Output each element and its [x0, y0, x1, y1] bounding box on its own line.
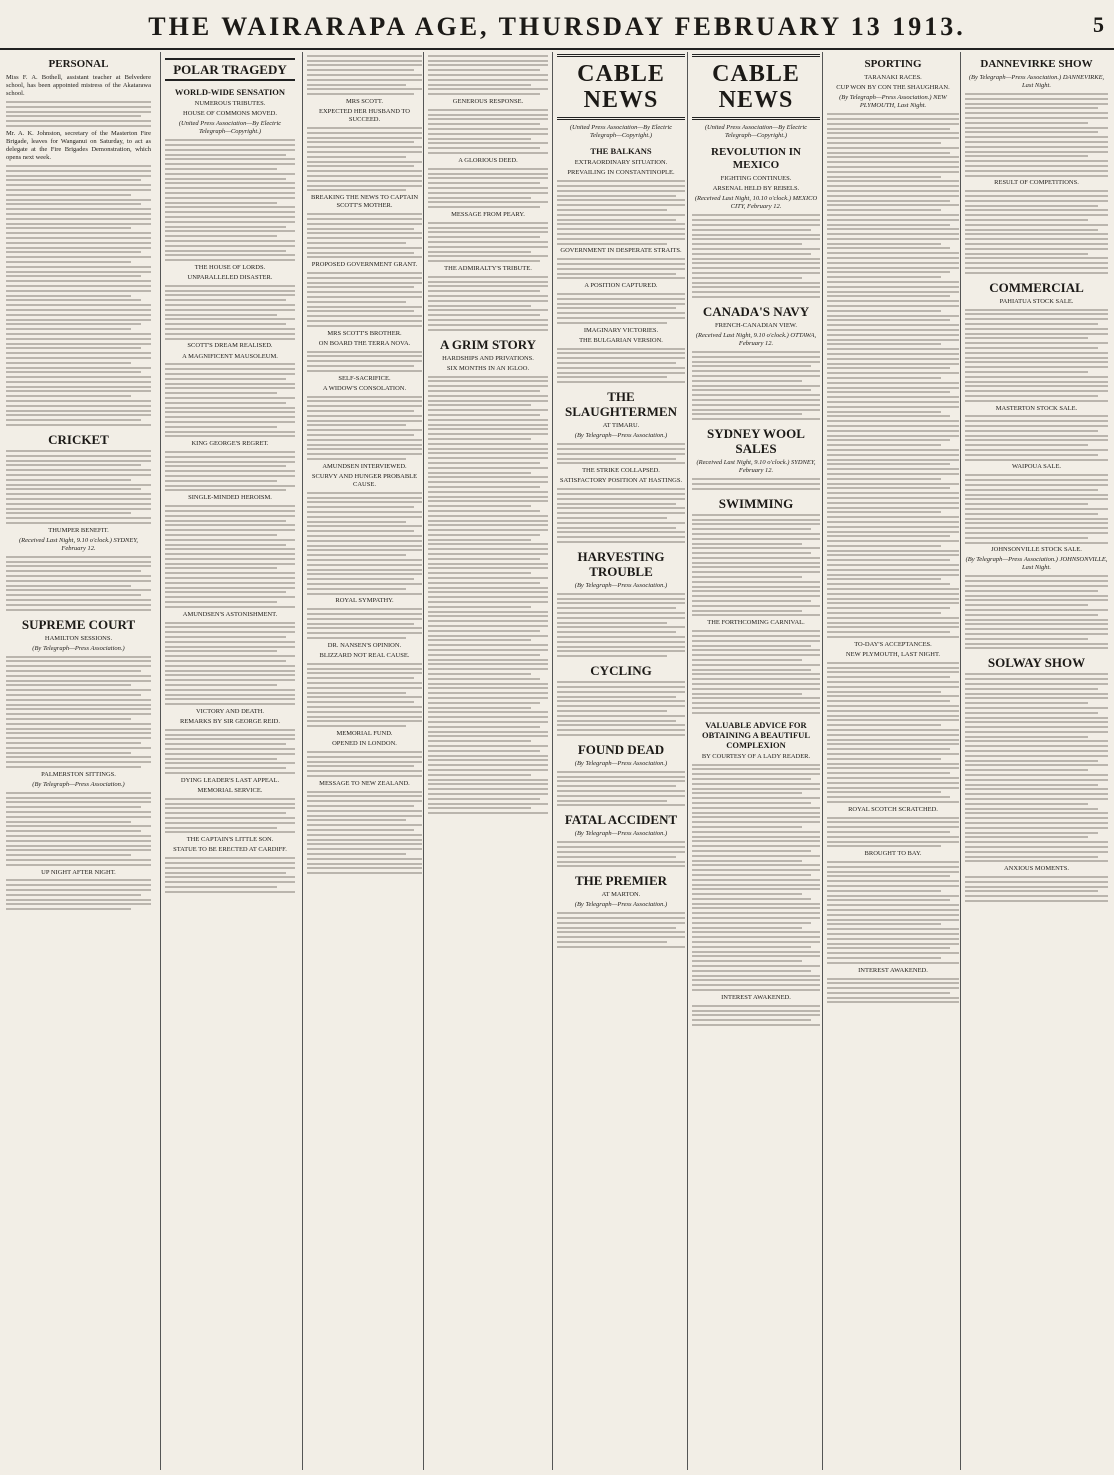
article-body-text: [165, 505, 295, 608]
headline: CYCLING: [590, 663, 652, 679]
article-body-text: [965, 190, 1108, 274]
article-body-text: [307, 791, 422, 875]
article-body-text: [557, 593, 685, 657]
article-body-text: [557, 443, 685, 464]
dateline: (By Telegraph—Press Association.) NEW PLYMOUTH, Last Night.: [839, 94, 947, 110]
article-body-text: [827, 817, 959, 848]
subheading: HOUSE OF COMMONS MOVED.: [183, 110, 277, 118]
article-body-text: [165, 285, 295, 340]
article-body-text: [557, 681, 685, 736]
headline: THE SLAUGHTERMEN: [565, 389, 677, 420]
subheading: MESSAGE FROM PEARY.: [451, 210, 525, 218]
subheading: REMARKS BY SIR GEORGE REID.: [180, 717, 280, 725]
headline: CRICKET: [48, 432, 109, 448]
subheading: SCOTT'S DREAM REALISED.: [187, 342, 273, 350]
subheading: HARDSHIPS AND PRIVATIONS.: [442, 354, 534, 362]
subheading: INTEREST AWAKENED.: [721, 993, 791, 1001]
article-body-text: [428, 222, 548, 262]
dateline: (By Telegraph—Press Association.): [574, 581, 668, 589]
headline: FATAL ACCIDENT: [564, 812, 678, 828]
column-3: [307, 52, 422, 1470]
subheading: ROYAL SYMPATHY.: [335, 597, 394, 605]
subheading: BLIZZARD NOT REAL CAUSE.: [319, 651, 410, 659]
column-7: [827, 52, 959, 1470]
subheading: THE CAPTAIN'S LITTLE SON.: [186, 836, 274, 844]
article-body-text: [428, 168, 548, 208]
subheading: OPENED IN LONDON.: [332, 740, 397, 748]
paragraph: Mr. A. K. Johnston, secretary of the Masterton Fire Brigade, leaves for Wanganui on Saturday, to act as delegate at the Fire Brigades Demonstration, which opens next week.: [6, 129, 151, 162]
article-body-text: [165, 363, 295, 437]
article-body-text: [827, 978, 959, 1004]
subheading: THE BULGARIAN VERSION.: [579, 336, 663, 344]
article-body-text: [307, 213, 422, 258]
subheading: AT TIMARU.: [602, 422, 640, 430]
article-body-text: [6, 101, 151, 127]
article-body-text: [307, 492, 422, 595]
article-body-text: [557, 180, 685, 244]
subheading: IMAGINARY VICTORIES.: [583, 326, 659, 334]
subheading: AMUNDSEN INTERVIEWED.: [322, 462, 407, 470]
dateline: (Received Last Night, 9.10 o'clock.) SYDNEY, February 12.: [696, 459, 816, 475]
dateline: (By Telegraph—Press Association.): [574, 432, 668, 440]
article-body-text: [557, 348, 685, 384]
subheading: TARANAKI RACES.: [864, 74, 922, 81]
article-body-text: [827, 662, 959, 803]
subheading: JOHNSONVILLE STOCK SALE.: [991, 546, 1082, 554]
subheading: KING GEORGE'S REGRET.: [191, 440, 269, 448]
subheading: STATUE TO BE ERECTED AT CARDIFF.: [173, 846, 287, 854]
article-body-text: [692, 764, 820, 991]
article-body-text: [692, 351, 820, 420]
headline: VALUABLE ADVICE FOR OBTAINING A BEAUTIFUL COMPLEXION: [701, 719, 810, 750]
headline: POLAR TRAGEDY: [165, 58, 295, 81]
dateline: (Received Last Night, 9.10 o'clock.) OTTAWA, February 12.: [695, 332, 817, 348]
article-body-text: [965, 474, 1108, 543]
column-4: [428, 52, 548, 1470]
article-body-text: [557, 488, 685, 543]
subheading: RESULT OF COMPETITIONS.: [994, 179, 1079, 187]
subheading: EXPECTED HER HUSBAND TO SUCCEED.: [319, 108, 410, 124]
subheading: ROYAL SCOTCH SCRATCHED.: [848, 805, 938, 813]
subheading: WAIPOUA SALE.: [1011, 463, 1062, 471]
subheading: GENEROUS RESPONSE.: [452, 97, 524, 105]
article-body-text: [692, 514, 820, 617]
dateline: (By Telegraph—Press Association.): [574, 759, 668, 767]
headline: CABLE NEWS: [557, 54, 685, 120]
subheading: PREVAILING IN CONSTANTINOPLE.: [567, 169, 675, 177]
masthead: [0, 0, 1114, 50]
article-body-text: [307, 663, 422, 727]
column-8: [965, 52, 1108, 1470]
subheading: GOVERNMENT IN DESPERATE STRAITS.: [560, 247, 682, 255]
article-body-text: [965, 309, 1108, 402]
article-body-text: [428, 376, 548, 815]
article-body-text: [428, 276, 548, 331]
subheading: ANXIOUS MOMENTS.: [1003, 865, 1069, 873]
article-body-text: [307, 272, 422, 327]
subheading: THE ADMIRALTY'S TRIBUTE.: [444, 264, 532, 272]
subheading: ARSENAL HELD BY REBELS.: [712, 185, 800, 193]
subheading: THE STRIKE COLLAPSED.: [582, 467, 660, 475]
headline: SOLWAY SHOW: [987, 655, 1086, 671]
article-body-text: [6, 792, 151, 866]
article-body-text: [6, 450, 151, 524]
subheading: A POSITION CAPTURED.: [584, 282, 658, 290]
headline: WORLD-WIDE SENSATION: [174, 87, 286, 97]
subheading: AMUNDSEN'S ASTONISHMENT.: [182, 610, 278, 618]
article-body-text: [965, 673, 1108, 862]
subheading: DYING LEADER'S LAST APPEAL.: [180, 776, 280, 784]
article-body-text: [692, 630, 820, 714]
dateline: (By Telegraph—Press Association.): [32, 644, 125, 652]
article-body-text: [165, 729, 295, 774]
dateline: (Received Last Night, 10.10 o'clock.) MEXICO CITY, February 12.: [694, 195, 818, 211]
subheading: BREAKING THE NEWS TO CAPTAIN SCOTT'S MOTHER.: [310, 194, 419, 210]
subheading: FIGHTING CONTINUES.: [720, 175, 792, 183]
headline: SYDNEY WOOL SALES: [707, 426, 805, 457]
headline: DANNEVIRKE SHOW: [980, 58, 1093, 70]
column-divider: [822, 52, 823, 1470]
headline: COMMERCIAL: [989, 279, 1084, 295]
column-1: [6, 52, 151, 1470]
subheading: UNPARALLELED DISASTER.: [187, 273, 273, 281]
subheading: MEMORIAL SERVICE.: [197, 786, 263, 794]
article-body-text: [557, 258, 685, 279]
column-2: [165, 52, 295, 1470]
article-body-text: [827, 861, 959, 964]
article-body-text: [165, 622, 295, 706]
subheading: SCURVY AND HUNGER PROBABLE CAUSE.: [311, 472, 418, 488]
article-body-text: [165, 798, 295, 834]
subheading: HAMILTON SESSIONS.: [44, 634, 113, 642]
article-body-text: [307, 396, 422, 460]
subheading: ON BOARD THE TERRA NOVA.: [318, 339, 411, 347]
headline: REVOLUTION IN MEXICO: [711, 146, 801, 172]
subheading: MEMORIAL FUND.: [336, 729, 393, 737]
subheading: DR. NANSEN'S OPINION.: [327, 641, 402, 649]
dateline: (Received Last Night, 9.10 o'clock.) SYDNEY, February 12.: [18, 536, 139, 552]
subheading: BY COURTESY OF A LADY READER.: [701, 752, 811, 760]
article-body-text: [557, 912, 685, 948]
article-body-text: [965, 575, 1108, 649]
article-body-text: [307, 127, 422, 191]
subheading: MRS SCOTT.: [345, 97, 384, 105]
subheading: VICTORY AND DEATH.: [195, 707, 265, 715]
subheading: SELF-SACRIFICE.: [338, 374, 391, 382]
subheading: FRENCH-CANADIAN VIEW.: [715, 321, 797, 329]
article-body-text: [307, 55, 422, 95]
subheading: TO-DAY'S ACCEPTANCES.: [854, 640, 932, 648]
article-body-text: [692, 478, 820, 490]
article-body-text: [307, 751, 422, 777]
dateline: (By Telegraph—Press Association.): [574, 901, 668, 909]
dateline: (United Press Association—By Electric Telegraph—Copyright.): [178, 120, 282, 136]
subheading: PAHIATUA STOCK SALE.: [999, 297, 1074, 305]
headline: HARVESTING TROUBLE: [577, 548, 665, 579]
column-6: [692, 52, 820, 1470]
subheading: SINGLE-MINDED HEROISM.: [188, 494, 272, 502]
article-body-text: [428, 109, 548, 154]
article-body-text: [165, 857, 295, 893]
subheading: SATISFACTORY POSITION AT HASTINGS.: [559, 477, 683, 485]
subheading: A GLORIOUS DEED.: [458, 156, 518, 164]
column-divider: [423, 52, 424, 1470]
subheading: INTEREST AWAKENED.: [858, 966, 928, 974]
article-body-text: [6, 656, 151, 768]
subheading: MASTERTON STOCK SALE.: [995, 404, 1078, 412]
subheading: PROPOSED GOVERNMENT GRANT.: [311, 261, 418, 269]
subheading: BROUGHT TO BAY.: [864, 850, 922, 858]
subheading: THUMPER BENEFIT.: [48, 526, 109, 534]
article-body-text: [692, 214, 820, 298]
column-divider: [160, 52, 161, 1470]
headline: THE BALKANS: [590, 146, 652, 157]
subheading: A WIDOW'S CONSOLATION.: [322, 384, 407, 392]
headline: CANADA'S NAVY: [702, 303, 810, 319]
article-body-text: [6, 556, 151, 611]
article-body-text: [165, 451, 295, 491]
subheading: THE HOUSE OF LORDS.: [194, 263, 266, 271]
subheading: MESSAGE TO NEW ZEALAND.: [319, 779, 410, 787]
column-divider: [552, 52, 553, 1470]
headline: FOUND DEAD: [577, 741, 665, 757]
article-body-text: [165, 139, 295, 261]
article-body-text: [557, 841, 685, 867]
paragraph: Miss F. A. Bothell, assistant teacher at Belvedere school, has been appointed mistress of the Akatarawa school.: [6, 74, 151, 98]
column-5: [557, 52, 685, 1470]
article-body-text: [557, 771, 685, 807]
newspaper-title: THE WAIRARAPA AGE, THURSDAY FEBRUARY 13 1913.: [148, 12, 966, 41]
article-body-text: [6, 165, 151, 426]
article-body-text: [965, 93, 1108, 177]
dateline: (By Telegraph—Press Association.): [574, 830, 668, 838]
subheading: SIX MONTHS IN AN IGLOO.: [446, 364, 530, 372]
article-body-text: [827, 113, 959, 638]
subheading: A MAGNIFICENT MAUSOLEUM.: [182, 352, 278, 360]
subheading: MRS SCOTT'S BROTHER.: [327, 329, 402, 337]
dateline: (By Telegraph—Press Association.): [32, 780, 125, 788]
column-divider: [687, 52, 688, 1470]
article-body-text: [692, 1005, 820, 1026]
subheading: CUP WON BY CON THE SHAUGHRAN.: [836, 84, 950, 92]
headline: SWIMMING: [718, 495, 794, 511]
headline: THE PREMIER: [574, 873, 668, 889]
article-body-text: [965, 415, 1108, 460]
page-number: 5: [1093, 12, 1104, 37]
headline: SUPREME COURT: [21, 616, 136, 632]
subheading: PALMERSTON SITTINGS.: [41, 770, 116, 778]
dateline: (United Press Association—By Electric Telegraph—Copyright.): [569, 124, 673, 140]
headline: SPORTING: [864, 58, 922, 70]
subheading: THE FORTHCOMING CARNIVAL.: [707, 619, 805, 627]
article-body-text: [965, 876, 1108, 902]
article-body-text: [307, 608, 422, 639]
article-body-text: [6, 879, 151, 910]
article-body-text: [307, 351, 422, 372]
subheading: AT MARTON.: [601, 891, 641, 899]
subheading: UP NIGHT AFTER NIGHT.: [41, 868, 116, 876]
column-divider: [302, 52, 303, 1470]
headline: A GRIM STORY: [439, 336, 537, 352]
dateline: (United Press Association—By Electric Telegraph—Copyright.): [704, 124, 808, 140]
subheading: NEW PLYMOUTH, LAST NIGHT.: [845, 650, 941, 658]
dateline: (By Telegraph—Press Association.) DANNEVIRKE, Last Night.: [968, 74, 1105, 90]
headline: CABLE NEWS: [692, 54, 820, 120]
article-body-text: [557, 293, 685, 324]
headline: PERSONAL: [48, 58, 109, 70]
subheading: EXTRAORDINARY SITUATION.: [574, 159, 668, 167]
column-divider: [960, 52, 961, 1470]
subheading: NUMEROUS TRIBUTES.: [194, 100, 266, 107]
article-body-text: [428, 55, 548, 95]
dateline: (By Telegraph—Press Association.) JOHNSONVILLE, Last Night.: [965, 556, 1108, 572]
